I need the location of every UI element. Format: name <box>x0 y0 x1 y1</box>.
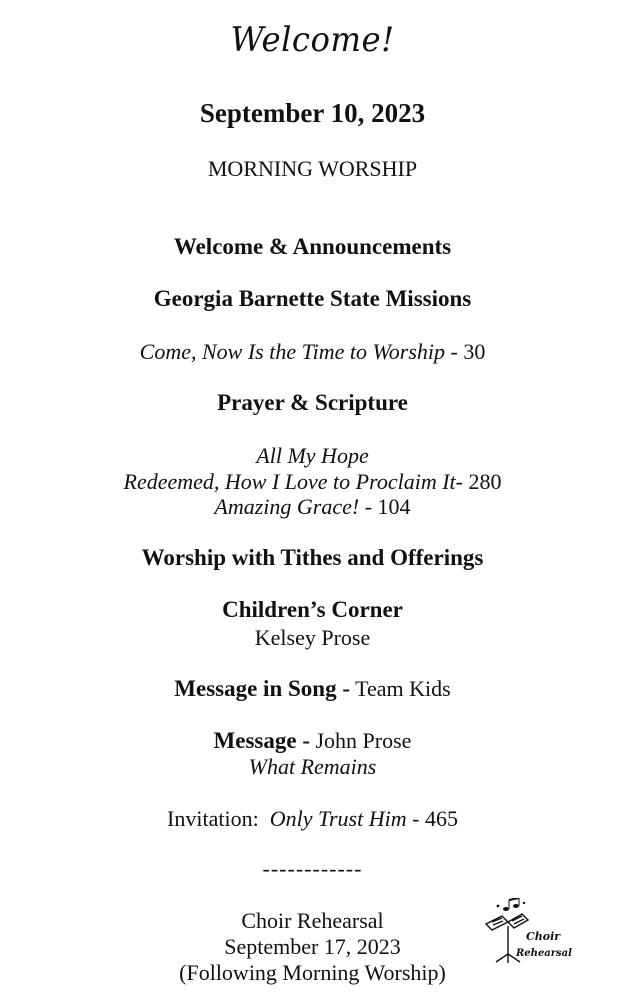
invitation-number: - 465 <box>406 806 458 831</box>
welcome-announcements: Welcome & Announcements <box>173 234 452 259</box>
song-redeemed <box>0 469 625 495</box>
message-label: Message - <box>213 728 310 753</box>
message-title: What Remains <box>248 754 377 779</box>
state-missions: Georgia Barnette State Missions <box>153 286 472 311</box>
hymn-come-now <box>0 339 625 365</box>
message-by: John Prose <box>309 728 412 753</box>
choir-rehearsal-logo <box>484 898 576 964</box>
childrens-corner: Children’s Corner <box>222 597 403 622</box>
welcome-title: Welcome! <box>230 20 395 60</box>
choir-rehearsal-line: Choir Rehearsal <box>241 908 384 933</box>
prayer-scripture: Prayer & Scripture <box>217 390 408 415</box>
message-song-label: Message in Song - <box>174 676 350 701</box>
tithes-offerings: Worship with Tithes and Offerings <box>141 545 484 570</box>
childrens-leader: Kelsey Prose <box>254 625 371 650</box>
music-note-icon <box>497 898 526 911</box>
choir-rehearsal-note: (Following Morning Worship) <box>179 960 446 985</box>
invitation-title: Only Trust Him <box>269 806 407 831</box>
divider: ------------ <box>262 856 363 881</box>
song-title: Redeemed, How I Love to Proclaim It <box>123 469 456 494</box>
song-number: - 280 <box>455 469 502 494</box>
message-song-by: Team Kids <box>349 676 451 701</box>
logo-word-choir: Choir <box>526 930 561 943</box>
hymn-number: - 30 <box>445 339 486 364</box>
song-number: - 104 <box>364 494 411 519</box>
logo-word-rehearsal: Rehearsal <box>516 948 572 959</box>
message <box>0 728 625 754</box>
invitation <box>0 806 625 832</box>
service-name: MORNING WORSHIP <box>207 156 418 181</box>
hymn-title: Come, Now Is the Time to Worship <box>139 339 446 364</box>
service-date: September 10, 2023 <box>199 98 426 128</box>
song-all-my-hope: All My Hope <box>256 443 369 468</box>
choir-rehearsal-date: September 17, 2023 <box>224 934 401 959</box>
song-title: Amazing Grace! <box>214 494 365 519</box>
song-amazing-grace <box>0 494 625 520</box>
message-in-song <box>0 676 625 702</box>
invitation-label: Invitation: <box>167 806 270 831</box>
